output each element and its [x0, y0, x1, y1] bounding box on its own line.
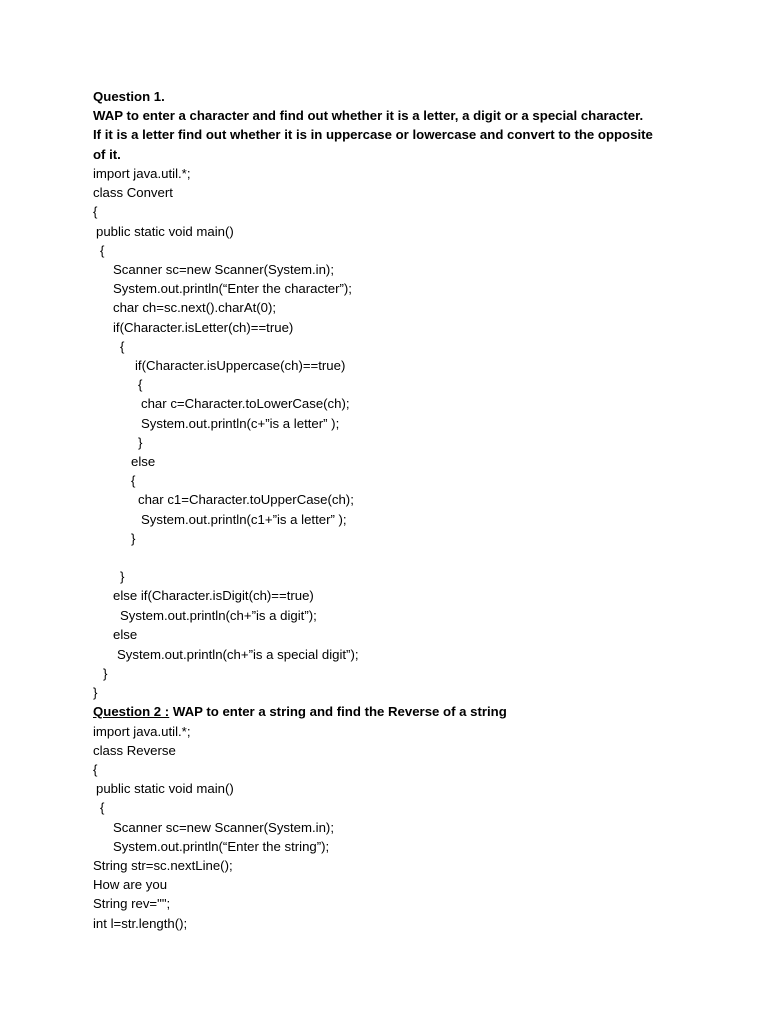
question-1-text-line-1: WAP to enter a character and find out whether it is a letter, a digit or a special character.: [93, 108, 644, 123]
code-line: String rev="";: [93, 896, 171, 911]
code-line: char c1=Character.toUpperCase(ch);: [138, 492, 354, 507]
question-1-text-line-3: of it.: [93, 147, 121, 162]
code-line: else: [113, 627, 138, 642]
code-line: {: [93, 762, 98, 777]
code-line: System.out.println(ch+”is a digit”);: [120, 608, 317, 623]
code-line: }: [103, 666, 108, 681]
code-line: {: [100, 243, 105, 258]
code-line: System.out.println(c1+”is a letter” );: [141, 512, 347, 527]
code-line: System.out.println(ch+”is a special digit”);: [117, 647, 359, 662]
question-2-heading: [93, 702, 507, 721]
code-line: public static void main(): [96, 781, 234, 796]
question-1-title: Question 1.: [93, 89, 165, 104]
code-line: public static void main(): [96, 224, 234, 239]
code-line: System.out.println(“Enter the string”);: [113, 839, 330, 854]
code-line: }: [93, 685, 98, 700]
code-line: {: [138, 377, 143, 392]
code-line: import java.util.*;: [93, 166, 191, 181]
code-line: }: [131, 531, 136, 546]
code-line: else if(Character.isDigit(ch)==true): [113, 588, 314, 603]
question-2-label: Question 2 :: [93, 704, 170, 719]
code-line: int l=str.length();: [93, 916, 188, 931]
code-line: if(Character.isLetter(ch)==true): [113, 320, 294, 335]
code-line: import java.util.*;: [93, 724, 191, 739]
code-line: else: [131, 454, 156, 469]
code-line: char ch=sc.next().charAt(0);: [113, 300, 277, 315]
code-line: {: [120, 339, 125, 354]
question-1-text-line-2: If it is a letter find out whether it is in uppercase or lowercase and convert to the opposite: [93, 127, 653, 142]
code-line: if(Character.isUppercase(ch)==true): [135, 358, 346, 373]
code-line: Scanner sc=new Scanner(System.in);: [113, 820, 334, 835]
code-line: class Convert: [93, 185, 173, 200]
code-line: {: [100, 800, 105, 815]
code-line: {: [93, 204, 98, 219]
code-line: System.out.println(c+”is a letter” );: [141, 416, 340, 431]
code-line: }: [138, 435, 143, 450]
code-line: System.out.println(“Enter the character”);: [113, 281, 352, 296]
question-2-title: WAP to enter a string and find the Reverse of a string: [169, 704, 507, 719]
code-line: How are you: [93, 877, 168, 892]
code-line: class Reverse: [93, 743, 176, 758]
code-line: }: [120, 569, 125, 584]
code-line: char c=Character.toLowerCase(ch);: [141, 396, 350, 411]
code-line: {: [131, 473, 136, 488]
code-line: Scanner sc=new Scanner(System.in);: [113, 262, 334, 277]
code-line: String str=sc.nextLine();: [93, 858, 233, 873]
